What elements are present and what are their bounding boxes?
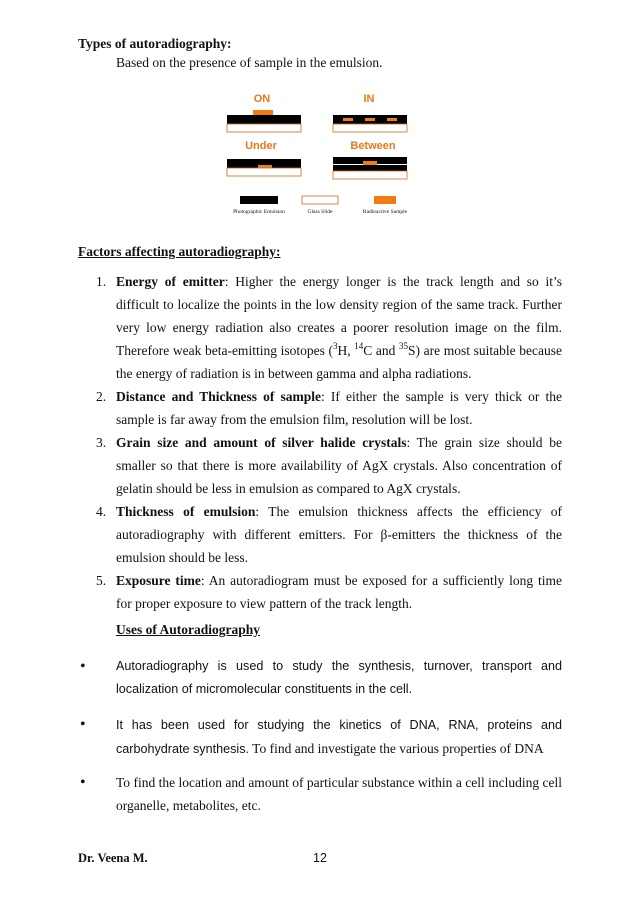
isotope-mass: 35 xyxy=(399,341,409,351)
isotope-mass: 14 xyxy=(354,341,364,351)
page-number: 12 xyxy=(313,851,327,865)
factor-term: Energy of emitter xyxy=(116,274,225,289)
on-emulsion xyxy=(227,115,301,124)
use-item xyxy=(78,713,562,761)
legend-swatch-sample xyxy=(374,196,396,204)
in-slide xyxy=(333,124,407,132)
between-slide xyxy=(333,171,407,179)
label-on: ON xyxy=(253,93,271,105)
factor-item xyxy=(78,431,562,500)
factor-number: 2. xyxy=(96,389,107,404)
between-sample xyxy=(363,161,377,165)
section-heading-types: Types of autoradiography: xyxy=(78,36,232,51)
legend-label-sample: Radioactive Sample xyxy=(362,209,408,215)
on-slide xyxy=(227,124,301,132)
use-item xyxy=(78,655,562,701)
isotope-mass: 3 xyxy=(332,341,338,351)
use-text: To find the location and amount of particular substance within a cell including cell organelle, metabolites, etc. xyxy=(116,775,562,813)
factor-number: 3. xyxy=(96,435,107,450)
bullet-icon: • xyxy=(80,716,86,733)
in-sample-2 xyxy=(365,118,375,121)
on-sample xyxy=(253,110,273,115)
factor-text: S) are most suitable because the energy of radiation is in between gamma and alpha radiations. xyxy=(116,343,563,381)
factor-number: 1. xyxy=(96,274,107,289)
factors-list xyxy=(78,270,562,615)
factor-item xyxy=(78,385,562,431)
factor-term: Thickness of emulsion xyxy=(116,504,256,519)
factor-item xyxy=(78,500,562,569)
factor-text: : The emulsion thickness affects the efficiency of autoradiography with different emitters. For β-emitters the thickness of the emulsion should be less. xyxy=(116,504,562,565)
legend-label-slide: Glass Slide xyxy=(307,209,333,215)
factor-term: Grain size and amount of silver halide crystals xyxy=(116,435,407,450)
factor-item xyxy=(78,569,562,615)
legend-label-emulsion: Photographic Emulsion xyxy=(233,209,285,215)
factor-text: : If either the sample is very thick or the sample is far away from the emulsion film, resolution will be lost. xyxy=(116,389,563,427)
factor-term: Exposure time xyxy=(116,573,201,588)
section-subheading: Based on the presence of sample in the emulsion. xyxy=(116,55,383,70)
use-text: It has been used for studying the kinetics of DNA, RNA, proteins and carbohydrate synthesis. xyxy=(116,718,562,756)
legend-swatch-emulsion xyxy=(240,196,278,204)
legend-swatch-slide xyxy=(302,196,338,204)
bullet-icon: • xyxy=(80,774,86,791)
factor-text: H, xyxy=(337,343,355,358)
factor-text: : Higher the energy longer is the track length and so it’s difficult to localize the points in the low density region of the same track. Further very low energy radiation also creates a poorer resolution image on the film. Therefore weak beta-emitting isotopes ( xyxy=(116,274,562,358)
under-slide xyxy=(227,168,301,176)
factor-text: C and xyxy=(363,343,400,358)
use-text-wrap xyxy=(78,713,562,761)
label-under: Under xyxy=(245,140,277,152)
factor-number: 5. xyxy=(96,573,107,588)
label-between: Between xyxy=(350,140,396,152)
label-in: IN xyxy=(363,93,375,105)
use-text-extra: To find and investigate the various properties of DNA xyxy=(249,741,544,756)
bullet-icon: • xyxy=(80,658,86,675)
factor-text: : The grain size should be smaller so that there is more availability of AgX crystals. Also concentration of gelatin should be less in emulsion as compared to AgX crystals. xyxy=(116,435,562,496)
section-heading-factors: Factors affecting autoradiography: xyxy=(78,244,281,259)
under-sample xyxy=(258,165,272,168)
use-item xyxy=(78,771,562,817)
factor-number: 4. xyxy=(96,504,107,519)
in-sample-3 xyxy=(387,118,397,121)
factor-term: Distance and Thickness of sample xyxy=(116,389,322,404)
factor-item xyxy=(78,270,562,385)
autoradiography-types-figure xyxy=(200,84,440,224)
factor-text: : An autoradiogram must be exposed for a sufficiently long time for proper exposure to view pattern of the track length. xyxy=(116,573,562,611)
footer-author: Dr. Veena M. xyxy=(78,851,148,865)
section-heading-uses: Uses of Autoradiography xyxy=(116,622,261,637)
in-sample-1 xyxy=(343,118,353,121)
between-emulsion-bottom xyxy=(333,165,407,171)
use-text: Autoradiography is used to study the synthesis, turnover, transport and localization of micromolecular constituents in the cell. xyxy=(116,659,562,696)
